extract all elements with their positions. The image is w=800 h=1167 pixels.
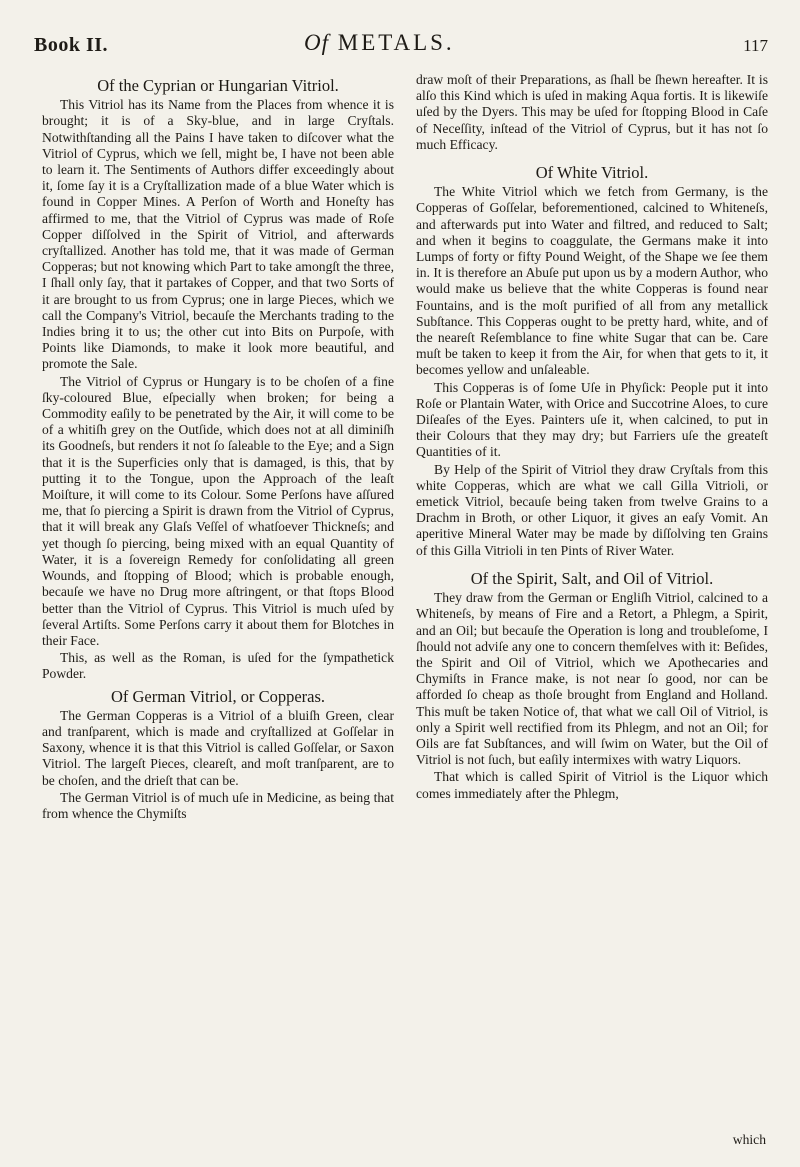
heading-german-vitriol: Of German Vitriol, or Copperas. (110, 686, 326, 706)
paragraph: They draw from the German or Engliſh Vitriol, calcined to a Whiteneſs, by means of Fire and a Retort, a Phlegm, a Spirit, and an Oil; but becauſe the Operation is long and troubleſome, I ſhould not adviſe any one to concern themſelves with it: Beſides, the Spirit and Oil of Vitriol, which we Apothecaries and Chymiſts in France make, is not near ſo good, nor can be afforded ſo cheap as thoſe brought from England and Holland. This muſt be taken Notice of, that what we call Oil of Vitriol, is only a Spirit well rectified from its Phlegm, and not an Oil; for Oils are fat Subſtances, and will ſwim on Water, but the Oil of Vitriol is not ſuch, but eaſily intermixes with watry Liquors. (416, 590, 768, 768)
paragraph: This Vitriol has its Name from the Places from whence it is brought; it is of a Sky-blue, and in large Cryſtals. Notwithſtanding all the Pains I have taken to diſcover what the Vitriol of Cyprus, which we ſell, might be, I have not been able to learn it. The Sentiments of Authors differ exceedingly about it, ſome ſay it is a Cryſtallization made of a blue Water which is found in Copper Mines. A Perſon of Worth and Honeſty has affirmed to me, that the Vitriol of Cyprus was made of Roſe Copper diſſolved in the Spirit of Vitriol, and afterwards cryſtallized. Another has told me, that it was made of German Copperas; but not knowing which Part to take amongſt the three, I ſhall only ſay, that it partakes of Copper, and that two Sorts of it are brought to us from Cyprus; one in large Pieces, which we call the Company's Vitriol, becauſe the Merchants trading to the Indies bring it to us; the other cut into Bits on Purpoſe, with Points like Diamonds, to make it look more beautiful, and promote the Sale. (42, 97, 394, 372)
running-title (304, 30, 455, 56)
paragraph: By Help of the Spirit of Vitriol they draw Cryſtals from this white Copperas, which are what we call Gilla Vitrioli, or emetick Vitriol, becauſe being taken from twelve Grains to a Drachm in Broth, or other Liquor, it gives an eaſy Vomit. An aperitive Mineral Water may be made by diſſolving ten Grains of this Gilla Vitrioli in ten Pints of River Water. (416, 461, 768, 558)
paragraph: This Copperas is of ſome Uſe in Phyſick: People put it into Roſe or Plantain Water, with Orice and Succotrine Aloes, to cure Diſeaſes of the Eyes. Painters uſe it, when calcined, to put in their Colours that they may dry; but Farriers uſe the greateſt Quantities of it. (416, 379, 768, 460)
running-title-of: Of (304, 30, 329, 55)
catchword: which (732, 1132, 766, 1147)
paragraph: The Vitriol of Cyprus or Hungary is to be choſen of a fine ſky-coloured Blue, eſpecially when broken; for being a Commodity eaſily to be penetrated by the Air, it will come to be of a whitiſh grey on the Outſide, which does not at all diminiſh its Goodneſs, but renders it not ſo ſaleable to the Eye; and a Sign that it is the Superficies only that is damaged, is this, that by putting it to the Tongue, upon the Approach of the leaſt Moiſture, it will come to its Colour. Some Perſons have aſſured me, that ſo piercing a Spirit is drawn from the Vitriol of Cyprus, that it will break any Glaſs Veſſel of whatſoever Thickneſs; and yet though ſo piercing, being mixed with an equal Quantity of Water, it is a ſovereign Remedy for conſolidating all green Wounds, and ſtopping of Blood; which is probable enough, becauſe we have no Drug more aſtringent, or that ſtops Blood better than the Vitriol of Cyprus. This Vitriol is much uſed by ſeveral Artiſts. Some Perſons carry it about them for Blotches in their Face. (42, 373, 394, 648)
paragraph: This, as well as the Roman, is uſed for the ſympathetick Powder. (42, 650, 394, 682)
left-column (42, 72, 394, 822)
right-column (416, 72, 768, 802)
page-number: 117 (743, 36, 768, 55)
book-label: Book II. (34, 34, 109, 56)
heading-spirit-salt-oil: Of the Spirit, Salt, and Oil of Vitriol. (470, 568, 714, 588)
paragraph: The German Copperas is a Vitriol of a bluiſh Green, clear and tranſparent, which is made and cryſtallized at Goſſelar in Saxony, whence it is that this Vitriol is called Goſſelar, or Saxon Vitriol. The largeſt Pieces, cleareſt, and moſt tranſparent, are to be choſen, and the drieſt that can be. (42, 707, 394, 788)
heading-cyprian-vitriol: Of the Cyprian or Hungarian Vitriol. (97, 76, 339, 95)
paragraph: That which is called Spirit of Vitriol is the Liquor which comes immediately after the Phlegm, (416, 769, 768, 801)
paragraph: The German Vitriol is of much uſe in Medicine, as being that from whence the Chymiſts (42, 789, 394, 821)
running-header (34, 30, 770, 60)
running-title-main: METALS. (337, 30, 455, 55)
paragraph: The White Vitriol which we fetch from Germany, is the Copperas of Goſſelar, beforementioned, calcined to Whiteneſs, and afterwards put into Water and filtred, and reduced to Salt; and when it begins to coaggulate, the Germans make it into Lumps of forty or fifty Pound Weight, of the Shape we ſee them in. It is therefore an Abuſe put upon us by a modern Author, who would make us believe that the white Copperas is found near Fountains, and is the moſt purified of all from any metallick Subſtance. This Copperas ought to be pretty hard, white, and of the neareſt Reſemblance to fine white Sugar that can be. Care muſt be taken to keep it from the Air, for when that gets to it, it becomes yellow and unſaleable. (416, 184, 768, 378)
heading-white-vitriol: Of White Vitriol. (535, 163, 649, 183)
paragraph: draw moſt of their Preparations, as ſhall be ſhewn hereafter. It is alſo this Kind which is uſed in making Aqua fortis. It is likewiſe uſed by the Dyers. This may be uſed for ſtopping Blood in Caſe of Neceſſity, inſtead of the Vitriol of Cyprus, but it has not ſo much Efficacy. (416, 72, 768, 152)
